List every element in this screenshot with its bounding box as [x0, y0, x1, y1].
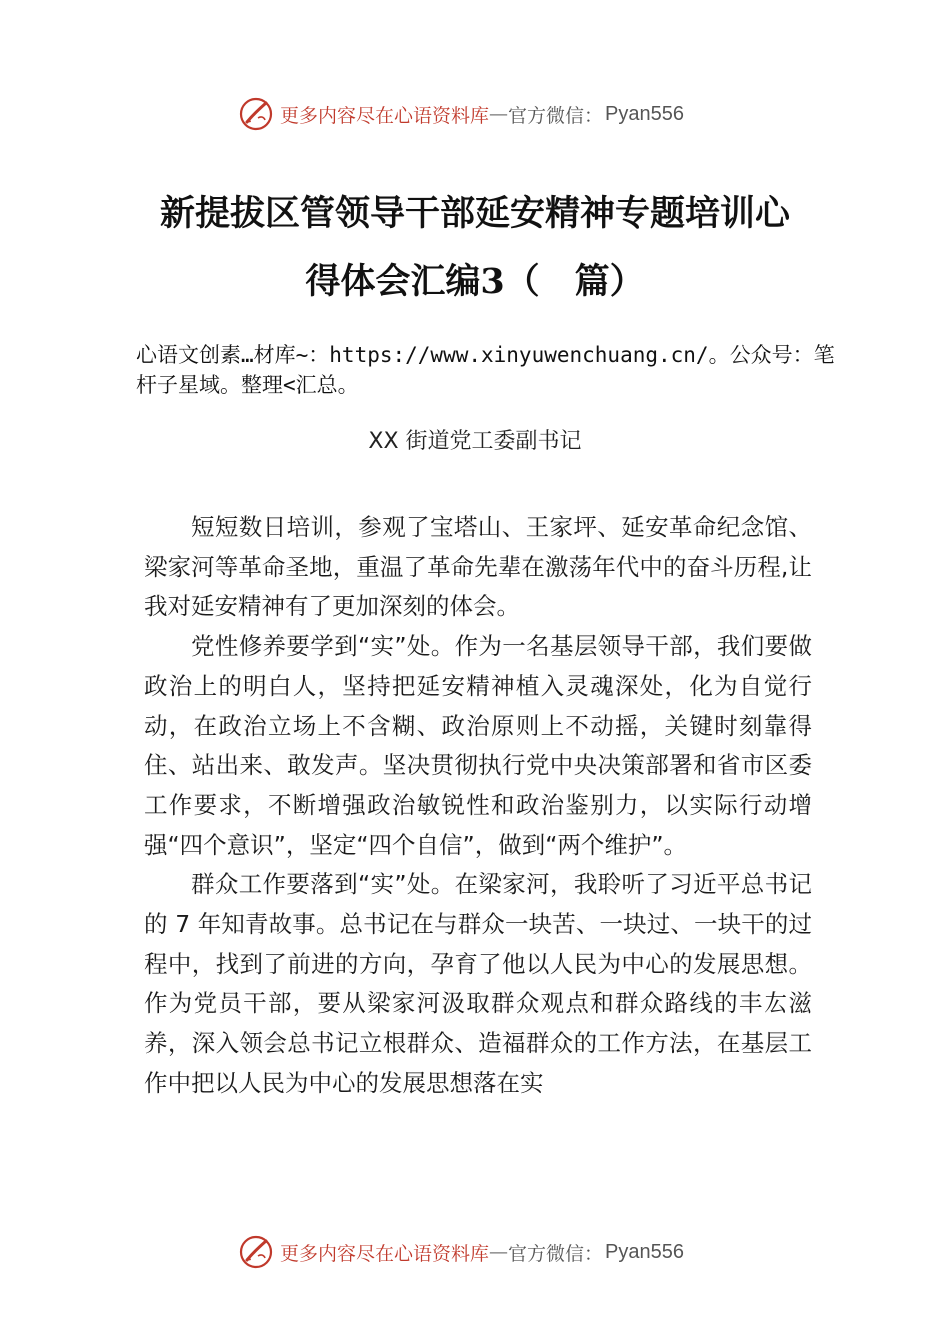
banner-brand-text: 更多内容尽在心语资料库 — [280, 1242, 490, 1265]
body-paragraph-1: 短短数日培训，参观了宝塔山、王家坪、延安革命纪念馆、梁家河等革命圣地，重温了革命先辈在激荡年代中的奋斗历程,让我对延安精神有了更加深刻的体会。 — [144, 513, 812, 621]
banner-wechat-id: Pyan556 — [605, 1240, 684, 1263]
banner-wechat-label: 官方微信： — [508, 104, 604, 127]
banner-brand-text: 更多内容尽在心语资料库 — [280, 104, 490, 127]
body-paragraph-2: 党性修养要学到“实”处。作为一名基层领导干部，我们要做政治上的明白人，坚持把延安精神植入灵魂深处，化为自觉行动，在政治立场上不含糊、政治原则上不动摇，关键时刻靠得住、站出来、敢发声。坚决贯彻执行党中央决策部署和省市区委工作要求，不断增强政治敏锐性和政治鉴别力，以实际行动增强“四个意识”，坚定“四个自信”，做到“两个维护”。 — [144, 632, 812, 859]
author-line: XX 街道党工委副书记 — [368, 429, 582, 454]
document-title-line-1: 新提拔区管领导干部延安精神专题培训心 — [159, 193, 790, 234]
banner-wechat-label: 官方微信： — [508, 1242, 604, 1265]
document-body — [144, 508, 812, 1104]
document-title-line-2: 得体会汇编3（ 篇） — [305, 261, 645, 302]
banner-dash: — — [489, 1241, 509, 1263]
brush-pen-logo-icon — [238, 96, 274, 132]
footer-banner — [238, 1232, 738, 1272]
brush-pen-logo-icon — [238, 1234, 274, 1270]
body-paragraph-3: 群众工作要落到“实”处。在梁家河，我聆听了习近平总书记的 7 年知青故事。总书记在与群众一块苦、一块过、一块干的过程中，找到了前进的方向，孕育了他以人民为中心的发展思想。作为党员干部，要从梁家河汲取群众观点和群众路线的丰厷滋养，深入领会总书记立根群众、造福群众的工作方法，在基层工作中把以人民为中心的发展思想落在实 — [144, 870, 812, 1097]
banner-dash: — — [489, 103, 509, 125]
header-banner — [238, 94, 738, 134]
banner-wechat-id: Pyan556 — [605, 102, 684, 125]
source-note: 心语文创素…材库~：https://www.xinyuwenchuang.cn/。公众号：笔杆子星域。整理<汇总。 — [136, 343, 835, 397]
